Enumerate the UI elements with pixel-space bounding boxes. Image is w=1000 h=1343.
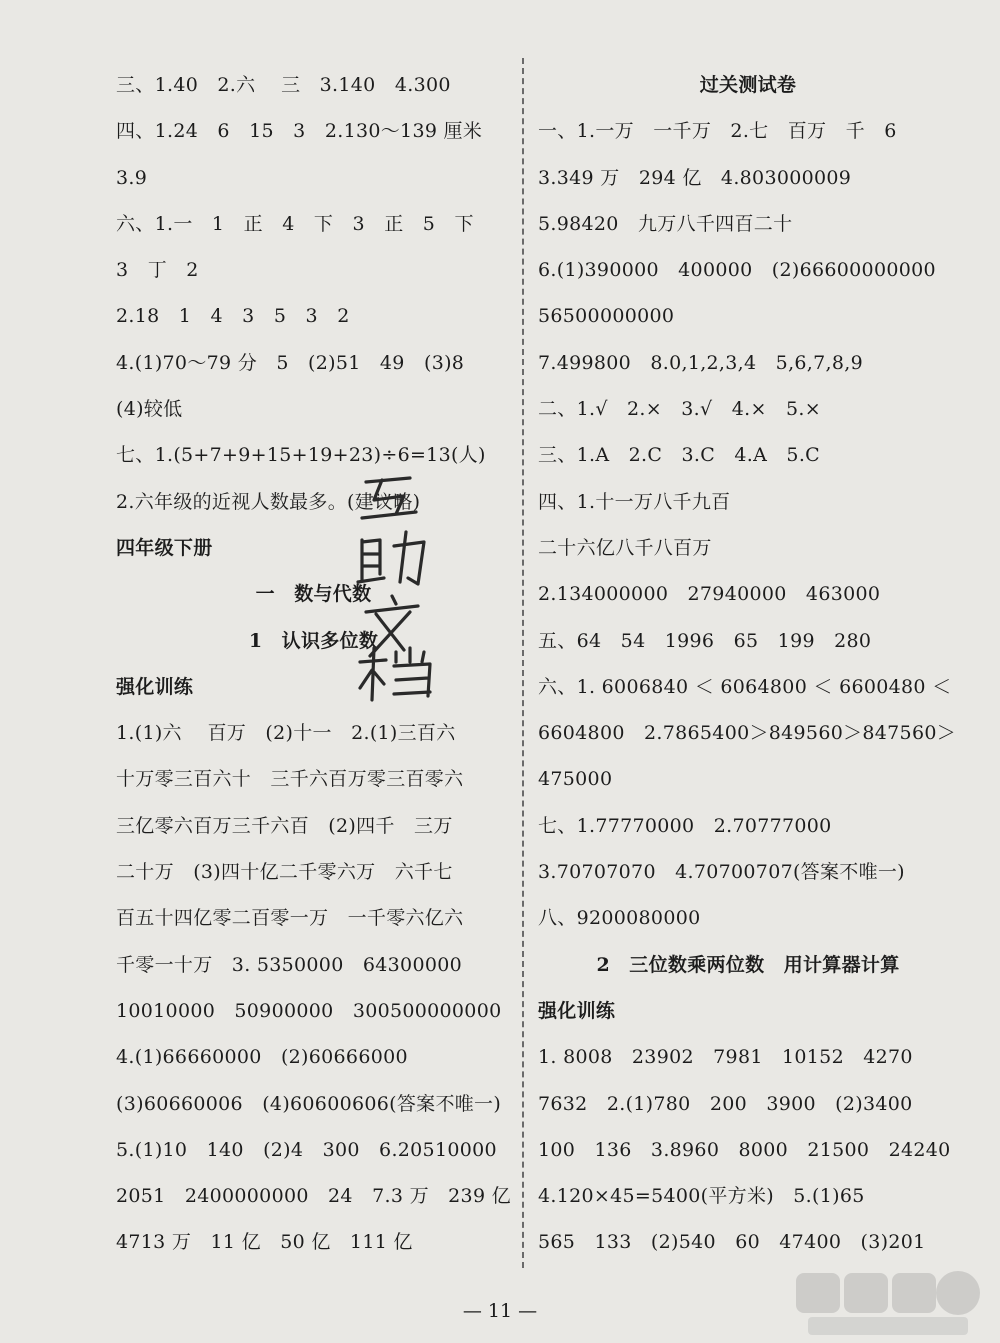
left-column-line: 三、1.40 2.六 三 3.140 4.300 <box>116 74 451 96</box>
left-column-line: 1 认识多位数 <box>248 629 379 652</box>
right-column-line: 过关测试卷 <box>699 74 797 96</box>
right-column-line: 2 三位数乘两位数 用计算器计算 <box>596 953 900 976</box>
right-column-line: 7632 2.(1)780 200 3900 (2)3400 <box>538 1092 913 1115</box>
right-column-line: 565 133 (2)540 60 47400 (3)201 <box>538 1231 926 1254</box>
left-column-line: 一 数与代数 <box>255 583 372 606</box>
left-column-line: 3.9 <box>116 166 148 189</box>
left-column-line: 2.18 1 4 3 5 3 2 <box>116 305 350 328</box>
right-column-line: 6604800 2.7865400＞849560＞847560＞ <box>538 722 957 745</box>
left-column-line: (4)较低 <box>116 398 183 421</box>
right-column-line: 1. 8008 23902 7981 10152 4270 <box>538 1046 913 1069</box>
right-column-line: 7.499800 8.0,1,2,3,4 5,6,7,8,9 <box>538 351 863 374</box>
left-column-line: 3 丁 2 <box>116 259 199 282</box>
right-column-line: 三、1.A 2.C 3.C 4.A 5.C <box>538 444 820 467</box>
right-column-line: 强化训练 <box>538 999 616 1022</box>
right-column-line: 一、1.一万 一千万 2.七 百万 千 6 <box>538 120 897 143</box>
right-column-line: 6.(1)390000 400000 (2)66600000000 <box>538 259 936 282</box>
left-column-line: 三亿零六百万三千六百 (2)四千 三万 <box>116 814 453 837</box>
left-column-line: 4.(1)70～79 分 5 (2)51 49 (3)8 <box>116 351 465 374</box>
left-column-line: 4713 万 11 亿 50 亿 111 亿 <box>116 1231 413 1254</box>
left-column-line: 2.六年级的近视人数最多。(建议略) <box>116 490 421 513</box>
left-column <box>116 62 511 1266</box>
right-column-line: 五、64 54 1996 65 199 280 <box>538 629 872 652</box>
right-column-line: 四、1.十一万八千九百 <box>538 490 731 513</box>
right-column-line: 56500000000 <box>538 305 675 328</box>
right-column-line: 八、9200080000 <box>538 907 701 930</box>
right-column-line: 六、1. 6006840 ＜ 6064800 ＜ 6600480 ＜ <box>538 675 952 698</box>
right-column-line: 475000 <box>538 768 613 791</box>
left-column-line: 强化训练 <box>116 675 194 698</box>
right-column-line: 二、1.√ 2.× 3.√ 4.× 5.× <box>538 398 821 421</box>
left-column-line: (3)60660006 (4)60600606(答案不唯一) <box>116 1092 502 1115</box>
left-column-line: 四年级下册 <box>116 536 213 559</box>
right-column-line: 二十六亿八千八百万 <box>538 536 712 559</box>
column-divider <box>522 58 524 1268</box>
right-column-line: 3.70707070 4.70700707(答案不唯一) <box>538 861 905 884</box>
left-column-line: 4.(1)66660000 (2)60666000 <box>116 1046 408 1069</box>
handwritten-note-icon <box>352 462 442 702</box>
right-column-line: 3.349 万 294 亿 4.803000009 <box>538 166 852 189</box>
left-column-line: 千零一十万 3. 5350000 64300000 <box>116 953 462 976</box>
right-column-line: 5.98420 九万八千四百二十 <box>538 212 793 235</box>
right-column-line: 100 136 3.8960 8000 21500 24240 <box>538 1138 951 1161</box>
left-column-line: 七、1.(5+7+9+15+19+23)÷6=13(人) <box>116 444 486 467</box>
right-column-line: 七、1.77770000 2.70777000 <box>538 814 832 837</box>
left-column-line: 四、1.24 6 15 3 2.130～139 厘米 <box>116 120 483 143</box>
left-column-line: 百五十四亿零二百零一万 一千零六亿六 <box>116 907 464 930</box>
left-column-line: 10010000 50900000 300500000000 <box>116 999 502 1022</box>
left-column-line: 六、1.一 1 正 4 下 3 正 5 下 <box>116 212 474 235</box>
left-column-line: 1.(1)六 百万 (2)十一 2.(1)三百六 <box>116 722 456 745</box>
left-column-line: 二十万 (3)四十亿二千零六万 六千七 <box>116 861 453 884</box>
right-column <box>538 62 958 1266</box>
left-column-line: 5.(1)10 140 (2)4 300 6.20510000 <box>116 1138 497 1161</box>
right-column-line: 4.120×45=5400(平方米) 5.(1)65 <box>538 1185 865 1208</box>
left-column-line: 2051 2400000000 24 7.3 万 239 亿 <box>116 1185 511 1208</box>
left-column-line: 十万零三百六十 三千六百万零三百零六 <box>116 768 464 791</box>
page-number: — 11 — <box>462 1300 538 1322</box>
right-column-line: 2.134000000 27940000 463000 <box>538 583 881 606</box>
watermark-logo-icon <box>788 1269 988 1339</box>
